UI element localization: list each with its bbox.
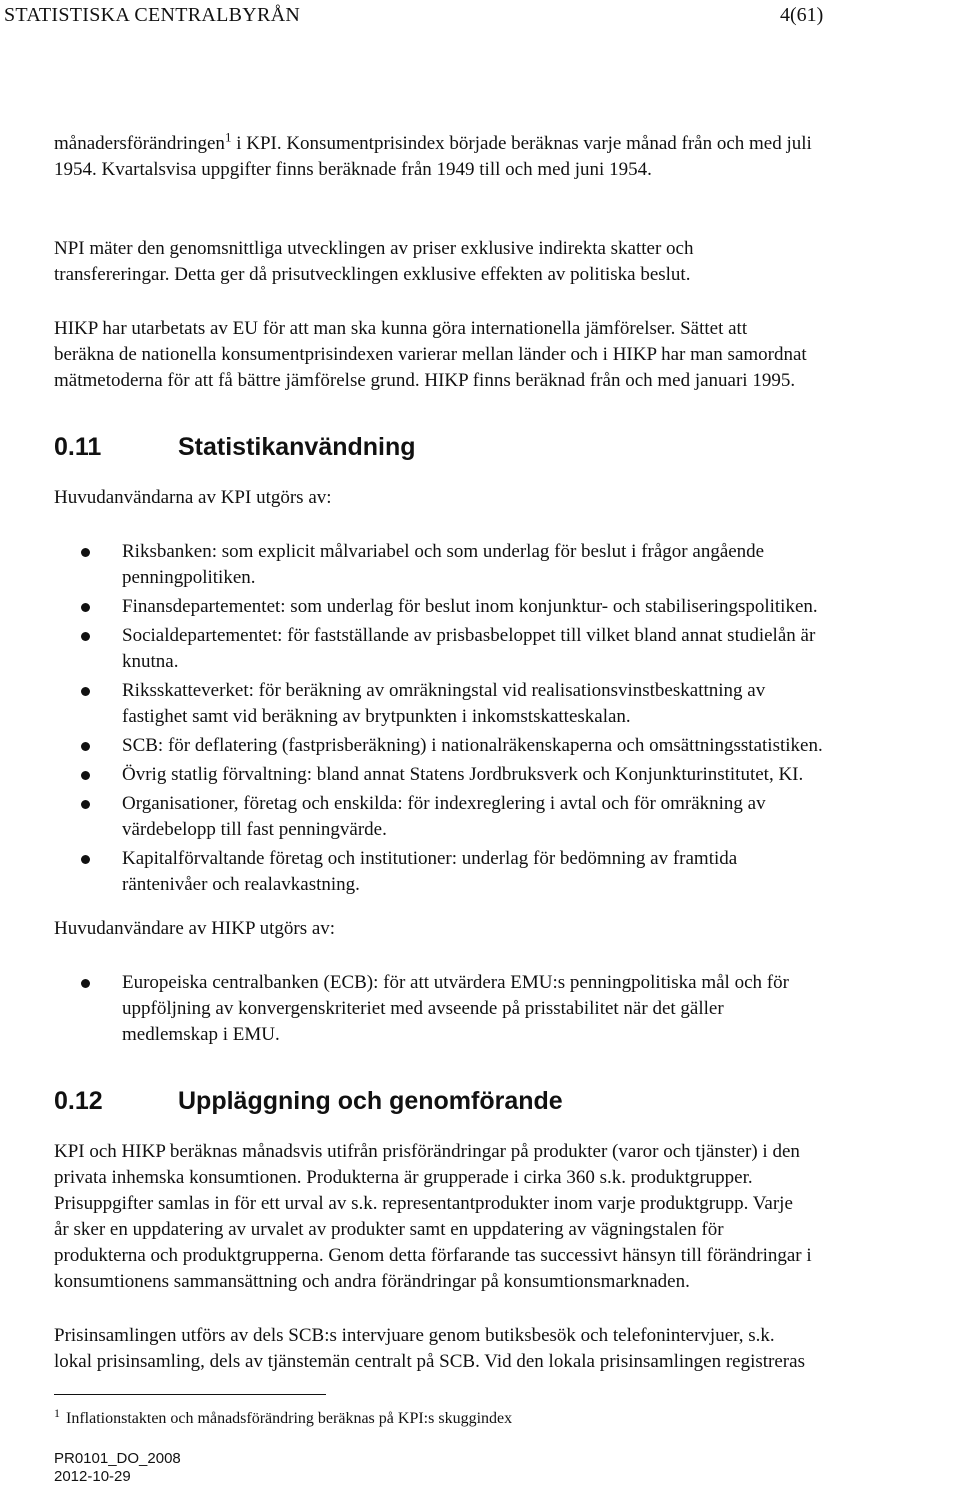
hikp-users-list <box>54 970 960 1051</box>
bullet-icon <box>81 855 90 864</box>
section-number: 0.12 <box>54 1087 103 1115</box>
footnote-number: 1 <box>54 1405 60 1420</box>
bullet-icon <box>81 800 90 809</box>
hikp-users-intro: Huvudanvändare av HIKP utgörs av: <box>54 918 336 939</box>
footnote-reference: 1 <box>224 129 232 145</box>
kpi-users-list <box>54 539 960 901</box>
section-number: 0.11 <box>54 433 102 461</box>
paragraph-berakning <box>54 1139 960 1295</box>
bullet-icon <box>81 632 90 641</box>
text-line: lokal prisinsamling, dels av tjänstemän centralt på SCB. Vid den lokala prisinsamlingen registreras <box>54 1351 805 1372</box>
text-line: privata inhemska konsumtionen. Produkterna är grupperade i cirka 360 s.k. produktgrupper. <box>54 1167 753 1188</box>
footnote-divider <box>54 1394 326 1395</box>
text-line: KPI och HIKP beräknas månadsvis utifrån prisförändringar på produkter (varor och tjänster) i den <box>54 1141 800 1162</box>
kpi-users-intro: Huvudanvändarna av KPI utgörs av: <box>54 487 332 508</box>
bullet-icon <box>81 548 90 557</box>
text-line: 1954. Kvartalsvisa uppgifter finns beräknade från 1949 till och med juni 1954. <box>54 159 652 180</box>
list-item: Kapitalförvaltande företag och institutioner: underlag för bedömning av framtida räntenivåer och realavkastning. <box>54 846 960 898</box>
section-heading-statistikanvandning <box>54 432 416 462</box>
footnote-text: Inflationstakten och månadsförändring beräknas på KPI:s skuggindex <box>66 1410 513 1427</box>
list-item: Riksbanken: som explicit målvariabel och som underlag för beslut i frågor angående penningpolitiken. <box>54 539 960 591</box>
page-number: 4(61) <box>780 4 824 26</box>
text-line: Prisinsamlingen utförs av dels SCB:s intervjuare genom butiksbesök och telefonintervjuer, s.k. <box>54 1325 775 1346</box>
paragraph-npi <box>54 236 960 288</box>
text-line: månadersförändringen$^1$ i KPI. Konsumentprisindex började beräknas varje månad från och med juli <box>54 129 812 154</box>
list-item: Europeiska centralbanken (ECB): för att utvärdera EMU:s penningpolitiska mål och för uppföljning av konvergenskriteriet med avseende på prisstabilitet när det gäller medlemskap i EMU. <box>54 970 960 1048</box>
text-line: NPI mäter den genomsnittliga utvecklingen av priser exklusive indirekta skatter och <box>54 238 694 259</box>
text-line: produkterna och produktgrupperna. Genom detta förfarande tas successivt hänsyn till förändringar i <box>54 1245 812 1266</box>
list-item: Organisationer, företag och enskilda: för indexreglering i avtal och för omräkning av värdebelopp till fast penningvärde. <box>54 791 960 843</box>
text-line: år sker en uppdatering av urvalet av produkter samt en uppdatering av vägningstalen för <box>54 1219 724 1240</box>
section-title: Statistikanvändning <box>178 433 416 461</box>
list-item: Riksskatteverket: för beräkning av omräkningstal vid realisationsvinstbeskattning av fastighet samt vid beräkning av brytpunkten i inkomstskatteskalan. <box>54 678 960 730</box>
bullet-icon <box>81 687 90 696</box>
bullet-icon <box>81 742 90 751</box>
text-line: transfereringar. Detta ger då prisutvecklingen exklusive effekten av politiska beslut. <box>54 264 691 285</box>
text-line: konsumtionens sammansättning och andra förändringar på konsumtionsmarknaden. <box>54 1271 690 1292</box>
list-item: Socialdepartementet: för fastställande av prisbasbeloppet till vilket bland annat studielån är knutna. <box>54 623 960 675</box>
paragraph-hikp <box>54 316 960 394</box>
paragraph-kpi-history <box>54 131 960 183</box>
footnote <box>54 1405 513 1430</box>
paragraph-prisinsamling <box>54 1323 960 1375</box>
bullet-icon <box>81 603 90 612</box>
document-id: PR0101_DO_2008 <box>54 1450 181 1467</box>
list-item: SCB: för deflatering (fastprisberäkning) i nationalräkenskaperna och omsättningsstatistiken. <box>54 733 960 759</box>
document-date: 2012-10-29 <box>54 1468 131 1485</box>
text-line: beräkna de nationella konsumentprisindexen varierar mellan länder och i HIKP har man samordnat <box>54 344 807 365</box>
text-line: HIKP har utarbetats av EU för att man ska kunna göra internationella jämförelser. Sättet att <box>54 318 748 339</box>
section-heading-upplaggning <box>54 1086 563 1116</box>
bullet-icon <box>81 771 90 780</box>
bullet-icon <box>81 979 90 988</box>
text-line: Prisuppgifter samlas in för ett urval av s.k. representantprodukter inom varje produktgrupp. Varje <box>54 1193 793 1214</box>
header-organization: STATISTISKA CENTRALBYRÅN <box>4 4 301 26</box>
text-line: mätmetoderna för att få bättre jämförelse grund. HIKP finns beräknad från och med januari 1995. <box>54 370 796 391</box>
list-item: Finansdepartementet: som underlag för beslut inom konjunktur- och stabiliseringspolitiken. <box>54 594 960 620</box>
list-item: Övrig statlig förvaltning: bland annat Statens Jordbruksverk och Konjunkturinstitutet, KI. <box>54 762 960 788</box>
section-title: Uppläggning och genomförande <box>178 1087 563 1115</box>
